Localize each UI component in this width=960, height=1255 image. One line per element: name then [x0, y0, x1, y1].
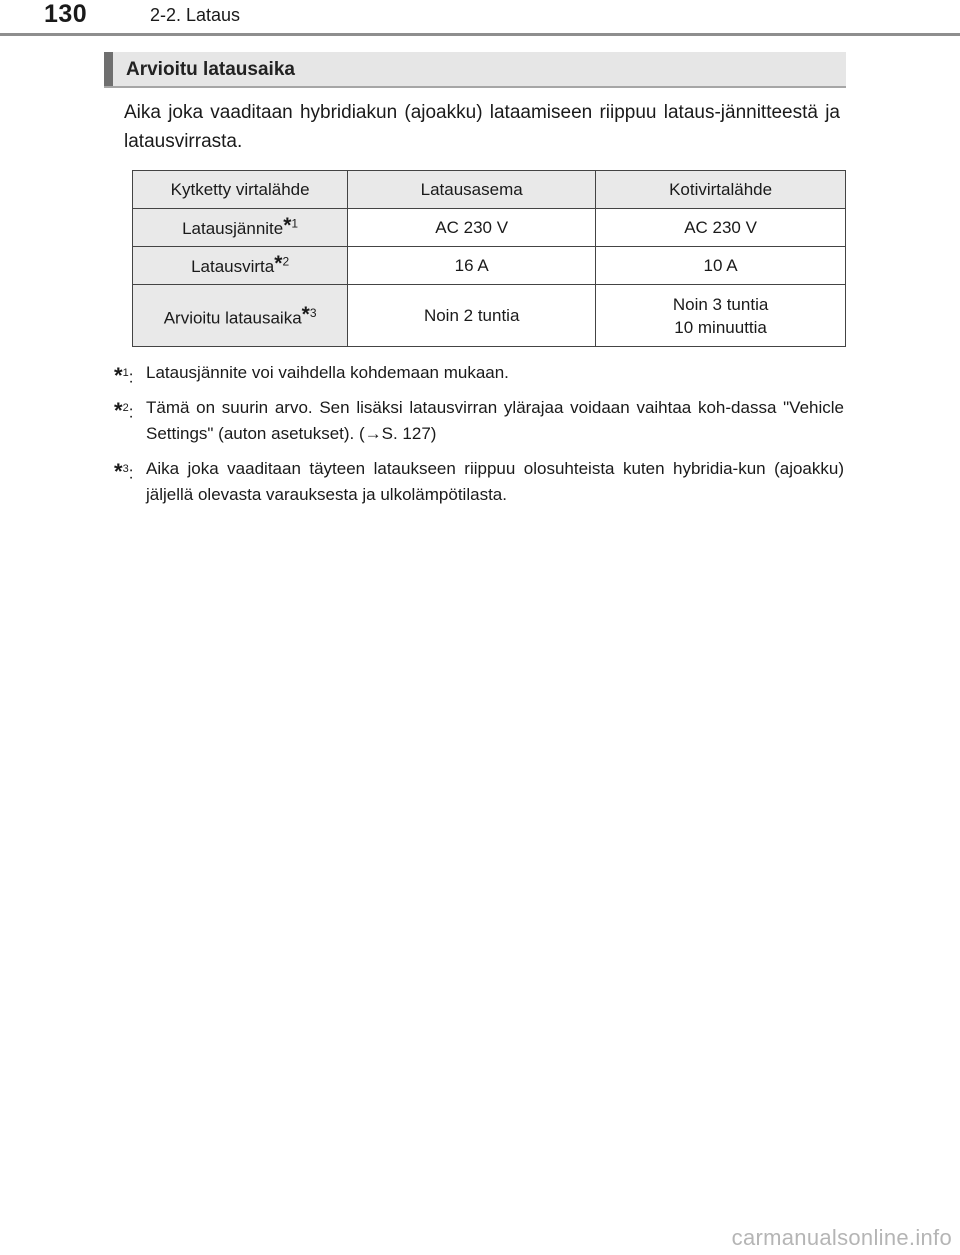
- table-cell: AC 230 V: [348, 209, 596, 247]
- footnote-ref: 2: [122, 402, 129, 414]
- table-cell: 16 A: [348, 247, 596, 285]
- row-label-text: Latausvirta: [191, 256, 275, 276]
- footnote-ref: 1: [291, 215, 299, 230]
- table-cell: [596, 285, 846, 347]
- footnote-text: Tämä on suurin arvo. Sen lisäksi latausvirran ylärajaa voidaan vaihtaa koh-dassa "Vehicle Settings" (auton asetukset). (→S. 127): [146, 398, 844, 443]
- footnote-colon: :: [128, 367, 134, 387]
- table-header-cell: Kotivirtalähde: [596, 171, 846, 209]
- footnote-ref: 2: [282, 253, 290, 268]
- intro-paragraph: Aika joka vaaditaan hybridiakun (ajoakku) lataamiseen riippuu lataus-jännitteestä ja latausvirrasta.: [124, 102, 840, 152]
- table-header-cell: Latausasema: [348, 171, 596, 209]
- section-title: Arvioitu latausaika: [126, 59, 295, 80]
- cell-line: 10 minuuttia: [674, 317, 767, 337]
- page-number: 130: [44, 0, 88, 28]
- table-row: [133, 247, 846, 285]
- table-row: [133, 209, 846, 247]
- footnote-mark: *: [301, 303, 310, 327]
- footnote-ref: 3: [309, 305, 317, 320]
- footnote-mark: *: [114, 362, 123, 388]
- table-header-row: [133, 171, 846, 209]
- cell-line: Noin 3 tuntia: [672, 294, 769, 314]
- section-heading-bar: [104, 52, 846, 88]
- footnote-ref: 1: [122, 367, 129, 379]
- footnote-mark: *: [274, 251, 283, 275]
- table-cell: Noin 2 tuntia: [348, 285, 596, 347]
- footnote-colon: :: [128, 463, 134, 483]
- watermark: carmanualsonline.info: [731, 1225, 952, 1250]
- footnote-colon: :: [128, 402, 134, 422]
- table-row-label: [133, 247, 348, 285]
- row-label-text: Arvioitu latausaika: [163, 308, 302, 328]
- header-rule: [0, 33, 960, 36]
- footnote-ref: 3: [122, 463, 129, 475]
- section-reference: 2-2. Lataus: [150, 5, 241, 25]
- table-header-cell: Kytketty virtalähde: [133, 171, 348, 209]
- footnote-marker: [114, 360, 133, 391]
- table-row-label: [133, 209, 348, 247]
- footnote: [114, 360, 844, 386]
- footnote: [114, 456, 844, 508]
- section-heading-accent: [104, 52, 113, 86]
- footnote-marker: [114, 456, 133, 487]
- footnote-marker: [114, 395, 133, 426]
- footnote-text: Aika joka vaaditaan täyteen lataukseen riippuu olosuhteista kuten hybridia-kun (ajoakku) jäljellä olevasta varauksesta ja ulkolämpötilasta.: [146, 459, 844, 504]
- row-label-text: Latausjännite: [182, 218, 284, 238]
- footnote-mark: *: [283, 213, 292, 237]
- footnote-mark: *: [114, 458, 123, 484]
- footnote: [114, 395, 844, 447]
- footnote-mark: *: [114, 397, 123, 423]
- table-cell: 10 A: [596, 247, 846, 285]
- footnote-text: Latausjännite voi vaihdella kohdemaan mukaan.: [146, 363, 509, 382]
- table-row: [133, 285, 846, 347]
- table-row-label: [133, 285, 348, 347]
- charging-table: [132, 170, 846, 347]
- table-cell: AC 230 V: [596, 209, 846, 247]
